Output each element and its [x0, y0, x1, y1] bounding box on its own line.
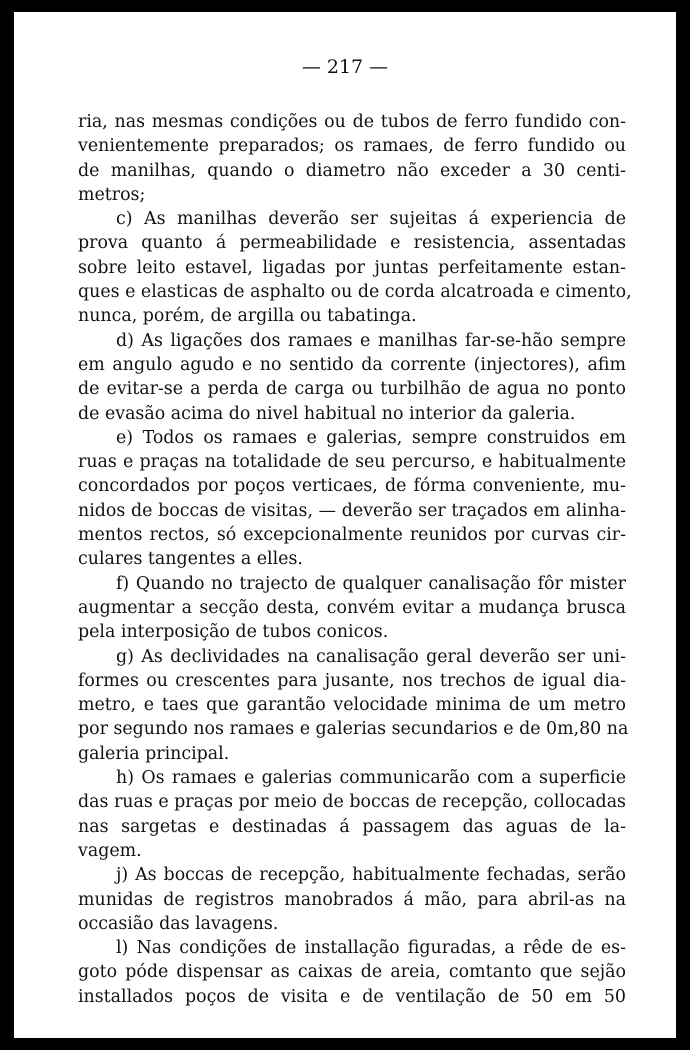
- text-line: concordados por poços verticaes, de fórma conveniente, mu-: [78, 476, 626, 497]
- text-line: munidas de registros manobrados á mão, para abril-as na: [78, 889, 626, 910]
- text-line: mentos rectos, só excepcionalmente reunidos por curvas cir-: [78, 525, 626, 546]
- text-line: g) As declividades na canalisação geral deverão ser uni-: [116, 646, 626, 667]
- text-line: sobre leito estavel, ligadas por juntas perfeitamente estan-: [78, 257, 626, 278]
- text-line: h) Os ramaes e galerias communicarão com a superficie: [116, 768, 626, 789]
- text-line: de manilhas, quando o diametro não exceder a 30 centi-: [78, 160, 626, 181]
- text-line: d) As ligações dos ramaes e manilhas far-se-hão sempre: [116, 330, 626, 351]
- text-line: de evasão acima do nivel habitual no interior da galeria.: [78, 403, 576, 424]
- text-line: nunca, porém, de argilla ou tabatinga.: [78, 306, 417, 327]
- text-line: ria, nas mesmas condições ou de tubos de ferro fundido con-: [78, 112, 626, 132]
- text-line: por segundo nos ramaes e galerias secundarios e de 0m,80 na: [78, 719, 629, 740]
- text-line: nidos de boccas de visitas, — deverão ser traçados em alinha-: [78, 500, 626, 521]
- text-line: l) Nas condições de installação figuradas, a rêde de es-: [116, 938, 626, 959]
- text-line: occasião das lavagens.: [78, 913, 279, 934]
- text-line: prova quanto á permeabilidade e resistencia, assentadas: [78, 233, 626, 254]
- text-line: metro, e taes que garantão velocidade minima de um metro: [78, 695, 626, 716]
- text-line: augmentar a secção desta, convém evitar a mudança brusca: [78, 597, 626, 618]
- text-line: galeria principal.: [78, 743, 230, 764]
- text-line: f) Quando no trajecto de qualquer canalisação fôr mister: [116, 573, 626, 594]
- text-line: pela interposição de tubos conicos.: [78, 622, 389, 643]
- text-line: e) Todos os ramaes e galerias, sempre construidos em: [116, 427, 626, 448]
- text-line: culares tangentes a elles.: [78, 549, 303, 570]
- text-line: formes ou crescentes para jusante, nos trechos de igual dia-: [78, 670, 626, 691]
- body-text: [78, 110, 632, 1009]
- text-line: j) As boccas de recepção, habitualmente fechadas, serão: [116, 865, 626, 886]
- text-line: das ruas e praças por meio de boccas de recepção, collocadas: [78, 792, 626, 813]
- text-line: c) As manilhas deverão ser sujeitas á experiencia de: [116, 209, 626, 230]
- text-line: em angulo agudo e no sentido da corrente (injectores), afim: [78, 354, 626, 375]
- text-line: de evitar-se a perda de carga ou turbilhão de agua no ponto: [78, 379, 626, 400]
- text-line: ques e elasticas de asphalto ou de corda alcatroada e cimento,: [78, 282, 632, 303]
- text-line: nas sargetas e destinadas á passagem das aguas de la-: [78, 816, 626, 837]
- text-line: installados poços de visita e de ventilação de 50 em 50: [78, 986, 626, 1007]
- page-number: — 217 —: [301, 56, 389, 78]
- text-line: goto póde dispensar as caixas de areia, comtanto que sejão: [78, 962, 626, 983]
- text-line: ruas e praças na totalidade de seu percurso, e habitualmente: [78, 452, 626, 473]
- text-line: vagem.: [78, 840, 142, 861]
- book-page: [14, 12, 676, 1038]
- text-line: venientemente preparados; os ramaes, de ferro fundido ou: [78, 136, 626, 157]
- text-line: metros;: [78, 184, 146, 205]
